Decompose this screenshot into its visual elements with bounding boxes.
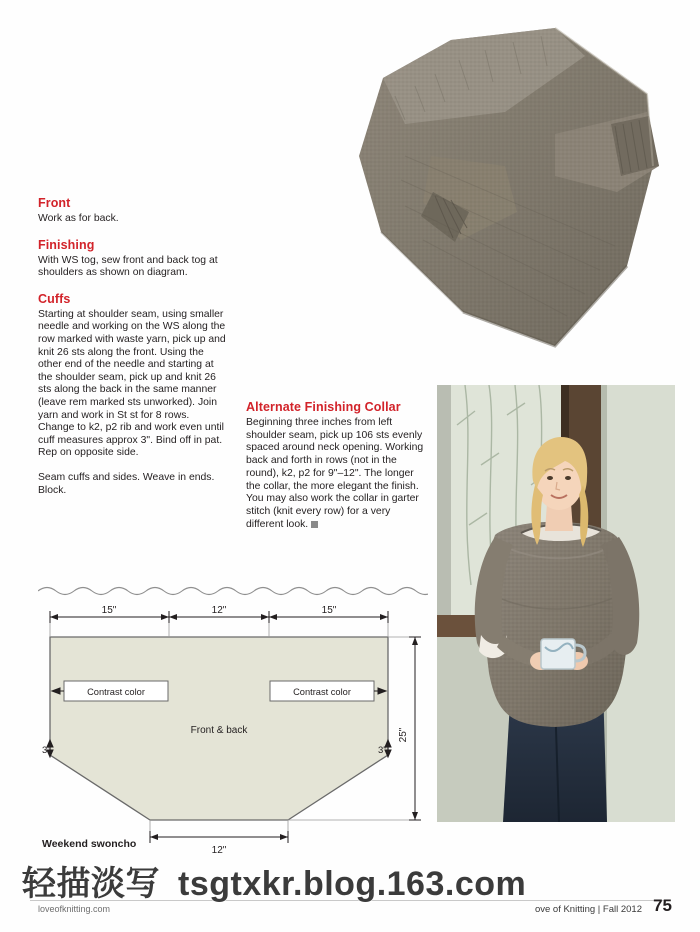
model-photo xyxy=(437,385,675,822)
section-heading-finishing: Finishing xyxy=(38,237,95,252)
watermark-url: tsgtxkr.blog.163.com xyxy=(178,865,527,903)
section-text-finishing: With WS tog, sew front and back tog at shoulders as shown on diagram. xyxy=(38,254,218,279)
section-text-alternate-collar xyxy=(246,417,428,531)
section-heading-cuffs: Cuffs xyxy=(38,291,71,306)
section-heading-front: Front xyxy=(38,196,71,210)
schematic-top-width-2: 12" xyxy=(211,605,227,616)
footer-issue: ove of Knitting | Fall 2012 xyxy=(534,904,642,915)
schematic-top-width-3: 15" xyxy=(321,605,337,616)
flat-garment-illustration xyxy=(255,16,675,386)
schematic-side-right: 3" xyxy=(378,745,387,756)
watermark-cjk: 轻描淡写 xyxy=(22,865,160,903)
schematic-height-label: 25" xyxy=(398,727,409,743)
section-text-front: Work as for back. xyxy=(38,213,119,224)
alternate-collar-column xyxy=(246,400,428,543)
watermark xyxy=(22,856,682,912)
instructions-column xyxy=(38,196,226,509)
section-text-cuffs-2: Seam cuffs and sides. Weave in ends. Block. xyxy=(38,471,215,496)
end-mark-icon xyxy=(311,521,318,528)
schematic-side-left: 3" xyxy=(42,745,51,756)
alternate-collar-text: Beginning three inches from left shoulder seam, pick up 106 sts evenly spaced around neck opening. Working back and forth in rows (not in the round), k2, p2 for 9"–12". The longer the collar, the more elegant the finish. You may also work the collar in garter stitch (knit every row) for a very different look. xyxy=(246,417,424,530)
page-number: 75 xyxy=(653,896,672,915)
schematic-diagram xyxy=(38,585,428,860)
footer-website: loveofknitting.com xyxy=(38,904,111,914)
schematic-top-width-1: 15" xyxy=(101,605,117,616)
model-photo-illustration xyxy=(437,385,675,822)
contrast-color-label-right: Contrast color xyxy=(293,687,351,697)
section-heading-alternate-collar: Alternate Finishing Collar xyxy=(246,400,401,414)
schematic-caption: Weekend swoncho xyxy=(42,838,137,850)
section-text-cuffs-1: Starting at shoulder seam, using smaller needle and working on the WS along the row marked with waste yarn, pick up and knit 26 sts along the front. Using the other end of the needle and starting at the shoulder seam, pick up and knit 26 sts along the back in the same manner (leave rem marked sts unworked). Join yarn and work in St st for 8 rows. Change to k2, p2 rib and work even until cuff measures approx 3". Bind off in pat. Rep on opposite side. xyxy=(38,308,226,459)
contrast-color-label-left: Contrast color xyxy=(87,687,145,697)
schematic-svg xyxy=(38,585,428,860)
flat-garment-photo xyxy=(255,16,675,386)
schematic-bottom-width: 12" xyxy=(211,845,227,856)
schematic-center-label: Front & back xyxy=(190,725,248,736)
